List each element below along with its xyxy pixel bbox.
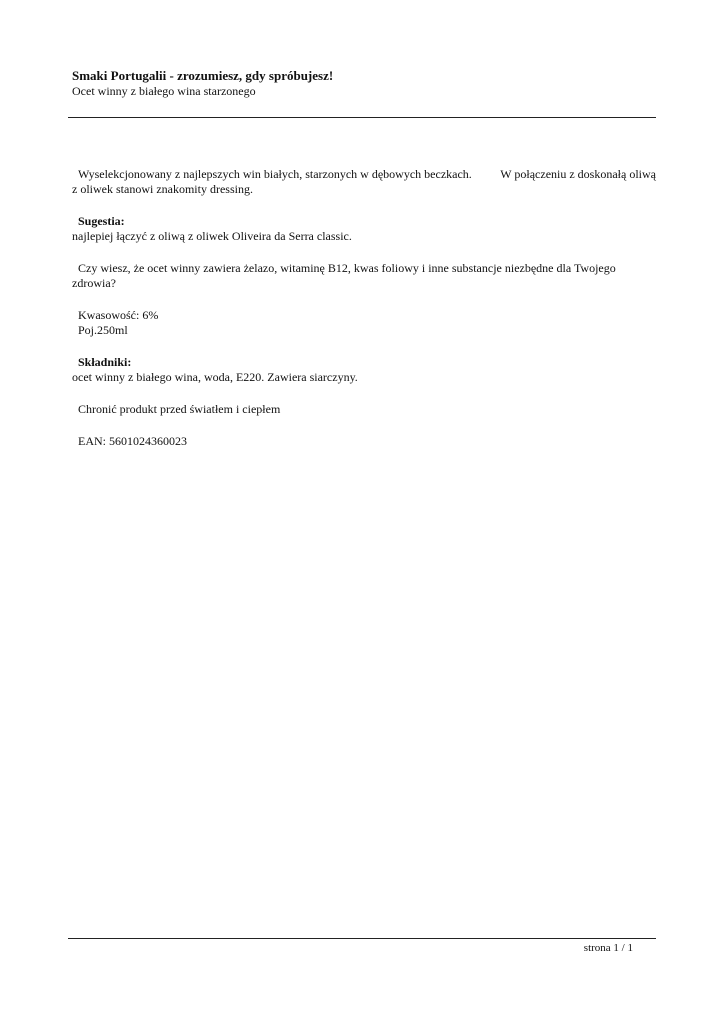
intro-text-b: W połączeniu z doskonałą oliwą [500,167,656,181]
suggestion-text: najlepiej łączyć z oliwą z oliwek Oliveira da Serra classic. [72,229,352,243]
header-divider [68,117,656,118]
did-you-know-line-1: Czy wiesz, że ocet winny zawiera żelazo, witaminę B12, kwas foliowy i inne substancje niezbędne dla Twojego [78,261,616,275]
ingredients-heading: Składniki: [78,355,132,369]
suggestion-heading: Sugestia: [78,214,125,228]
product-subtitle: Ocet winny z białego wina starzonego [72,84,256,98]
intro-text-a: Wyselekcjonowany z najlepszych win białych, starzonych w dębowych beczkach. [78,167,472,181]
did-you-know-line-2: zdrowia? [72,276,116,290]
volume-text: Poj.250ml [78,323,128,337]
document-header [72,68,656,99]
intro-line-1 [72,167,656,182]
footer-divider [68,938,656,939]
acidity-text: Kwasowość: 6% [78,308,159,322]
ingredients-text: ocet winny z białego wina, woda, E220. Zawiera siarczyny. [72,370,358,384]
ean-text: EAN: 5601024360023 [78,434,187,448]
page-number: strona 1 / 1 [583,942,633,954]
intro-line-2: z oliwek stanowi znakomity dressing. [72,182,253,196]
document-body [72,167,656,449]
storage-text: Chronić produkt przed światłem i ciepłem [78,402,281,416]
site-title: Smaki Portugalii - zrozumiesz, gdy spróbujesz! [72,68,334,83]
